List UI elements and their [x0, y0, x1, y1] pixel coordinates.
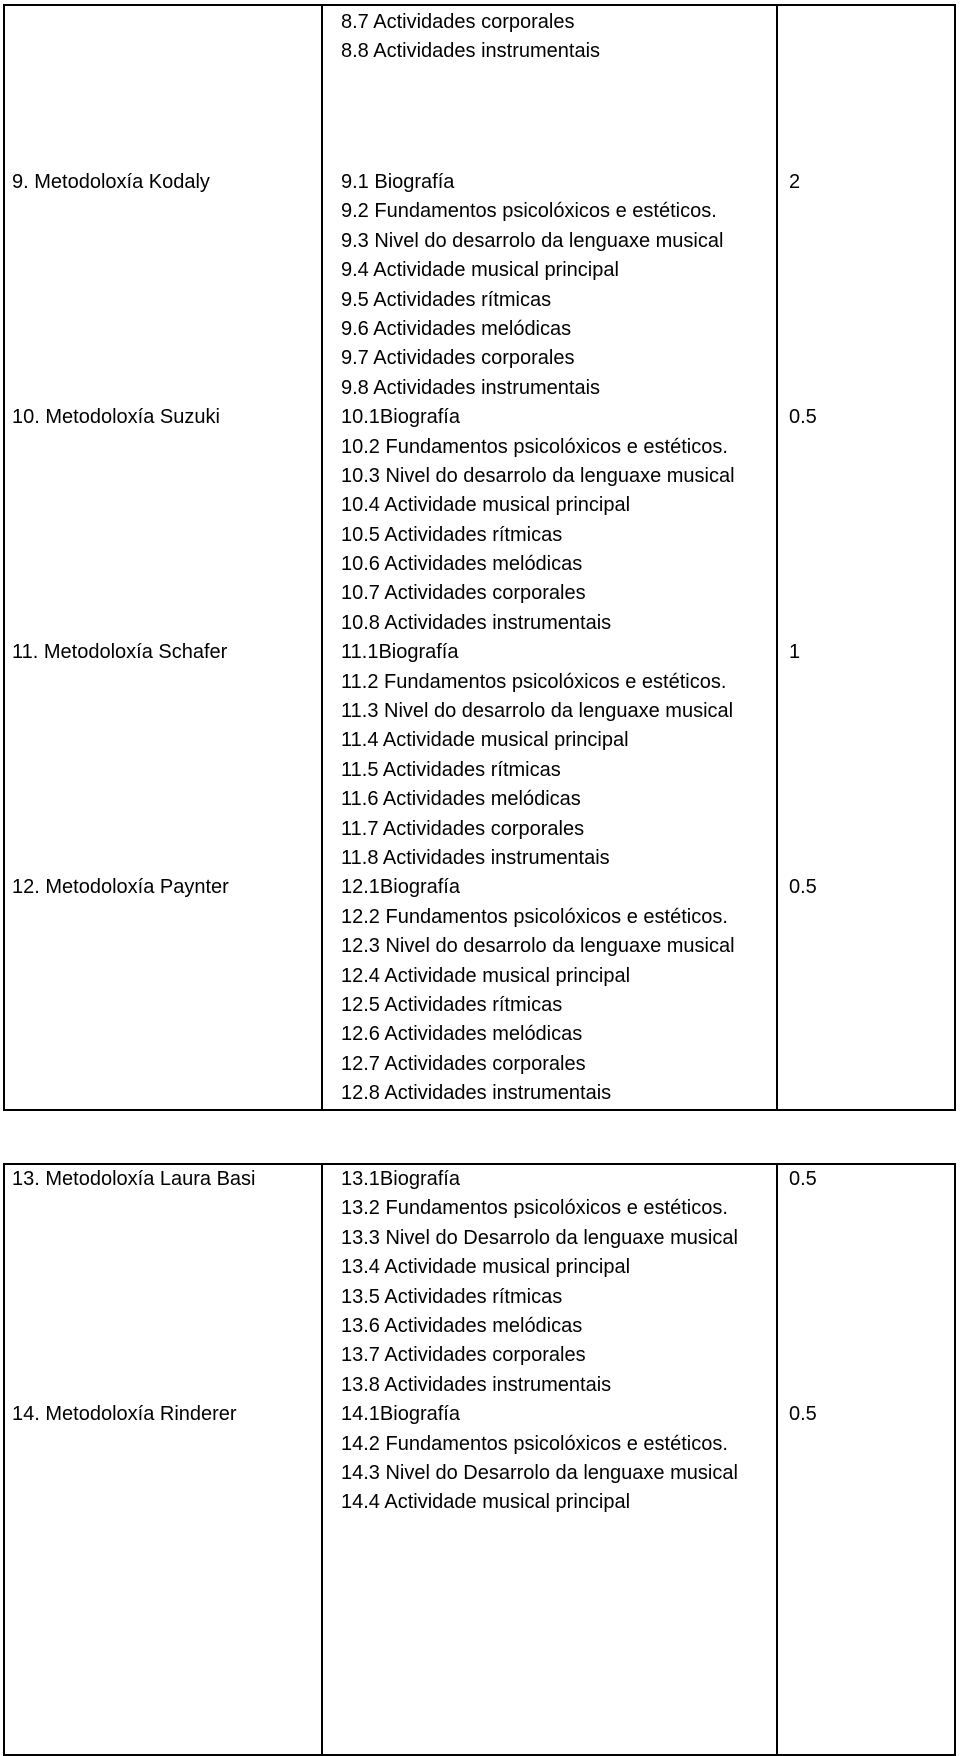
content-item: 10.4 Actividade musical principal: [341, 494, 631, 517]
hours-value: 2: [789, 171, 801, 193]
content-item: 11.4 Actividade musical principal: [341, 729, 629, 752]
content-item: 14.2 Fundamentos psicolóxicos e estéticos.: [341, 1432, 728, 1455]
content-item: 11.6 Actividades melódicas: [341, 788, 581, 811]
content-item: 9.8 Actividades instrumentais: [341, 376, 601, 399]
topic-cell: [4, 5, 322, 168]
content-item: 14.3 Nivel do Desarrolo da lenguaxe musical: [341, 1461, 738, 1484]
content-item: 12.6 Actividades melódicas: [341, 1023, 583, 1046]
hours-value: 0.5: [789, 406, 817, 429]
content-item: 10.1Biografía: [341, 406, 460, 429]
content-item: 12.5 Actividades rítmicas: [341, 993, 563, 1016]
hours-cell: [777, 873, 955, 1109]
content-item: 9.6 Actividades melódicas: [341, 317, 572, 340]
content-item: 10.2 Fundamentos psicolóxicos e estéticos.: [341, 435, 728, 458]
topic-label: 14. Metodoloxía Rinderer: [12, 1403, 237, 1426]
content-item: 13.2 Fundamentos psicolóxicos e estéticos.: [341, 1197, 728, 1220]
topic-cell: [4, 168, 322, 403]
content-item: 13.1Biografía: [341, 1168, 460, 1190]
hours-value: 0.5: [789, 1168, 817, 1190]
hours-value: 0.5: [789, 1403, 817, 1426]
table-row: [4, 638, 955, 873]
hours-cell: [777, 638, 955, 873]
content-item: 12.2 Fundamentos psicolóxicos e estéticos.: [341, 905, 728, 928]
content-item: 13.5 Actividades rítmicas: [341, 1285, 563, 1308]
table-row: [4, 168, 955, 403]
content-item: 9.3 Nivel do desarrolo da lenguaxe musical: [341, 229, 724, 252]
content-item: 10.3 Nivel do desarrolo da lenguaxe musical: [341, 464, 735, 487]
content-item: 14.4 Actividade musical principal: [341, 1491, 631, 1514]
content-item: 9.7 Actividades corporales: [341, 347, 575, 370]
hours-cell: [777, 1400, 955, 1755]
topic-label: 13. Metodoloxía Laura Basi: [12, 1168, 256, 1190]
content-item: 10.5 Actividades rítmicas: [341, 523, 563, 546]
content-item: 11.1Biografía: [341, 641, 459, 664]
content-item: 9.4 Actividade musical principal: [341, 259, 619, 282]
table-row: [4, 1164, 955, 1400]
content-item: 10.8 Actividades instrumentais: [341, 611, 612, 634]
topic-cell: [4, 1164, 322, 1400]
content-item: 10.6 Actividades melódicas: [341, 553, 583, 576]
content-item: 9.5 Actividades rítmicas: [341, 288, 552, 311]
content-cell: [322, 638, 777, 873]
content-cell: [322, 1164, 777, 1400]
topic-cell: [4, 638, 322, 873]
content-cell: [322, 873, 777, 1109]
content-item: 13.8 Actividades instrumentais: [341, 1373, 612, 1396]
content-item: 11.3 Nivel do desarrolo da lenguaxe musical: [341, 700, 734, 723]
syllabus-table-top: [3, 4, 956, 1111]
content-item: 12.8 Actividades instrumentais: [341, 1082, 612, 1105]
content-item: 10.7 Actividades corporales: [341, 582, 586, 605]
hours-value: 1: [789, 641, 801, 664]
content-item: 13.4 Actividade musical principal: [341, 1256, 631, 1279]
topic-cell: [4, 1400, 322, 1755]
content-item: 12.1Biografía: [341, 876, 460, 899]
content-item: 12.7 Actividades corporales: [341, 1052, 586, 1075]
topic-cell: [4, 873, 322, 1109]
table-row: [4, 873, 955, 1109]
content-cell: [322, 168, 777, 403]
topic-cell: [4, 403, 322, 638]
topic-label: 9. Metodoloxía Kodaly: [12, 171, 210, 193]
topic-label: 11. Metodoloxía Schafer: [12, 641, 228, 664]
syllabus-table-bottom: [3, 1163, 956, 1756]
hours-value: 0.5: [789, 876, 817, 899]
content-cell: [322, 1400, 777, 1755]
hours-cell: [777, 1164, 955, 1400]
content-item: 13.6 Actividades melódicas: [341, 1314, 583, 1337]
hours-cell: [777, 168, 955, 403]
table-row: [4, 403, 955, 638]
content-item: 11.8 Actividades instrumentais: [341, 846, 610, 869]
content-item: 14.1Biografía: [341, 1403, 460, 1426]
content-item: 12.4 Actividade musical principal: [341, 964, 631, 987]
content-item: 11.7 Actividades corporales: [341, 817, 585, 840]
topic-label: 10. Metodoloxía Suzuki: [12, 406, 220, 429]
content-item: 13.3 Nivel do Desarrolo da lenguaxe musical: [341, 1226, 738, 1249]
hours-cell: [777, 403, 955, 638]
content-item: 13.7 Actividades corporales: [341, 1344, 586, 1367]
content-item: 9.2 Fundamentos psicolóxicos e estéticos.: [341, 200, 717, 223]
content-item: 11.5 Actividades rítmicas: [341, 758, 561, 781]
content-item: 8.8 Actividades instrumentais: [341, 40, 601, 63]
content-item: 12.3 Nivel do desarrolo da lenguaxe musical: [341, 935, 735, 958]
content-cell: [322, 5, 777, 168]
content-cell: [322, 403, 777, 638]
content-item: 9.1 Biografía: [341, 171, 455, 193]
hours-cell: [777, 5, 955, 168]
table-row: [4, 5, 955, 168]
topic-label: 12. Metodoloxía Paynter: [12, 876, 229, 899]
content-item: 8.7 Actividades corporales: [341, 11, 575, 33]
content-item: 11.2 Fundamentos psicolóxicos e estéticos.: [341, 670, 727, 693]
table-row: [4, 1400, 955, 1755]
